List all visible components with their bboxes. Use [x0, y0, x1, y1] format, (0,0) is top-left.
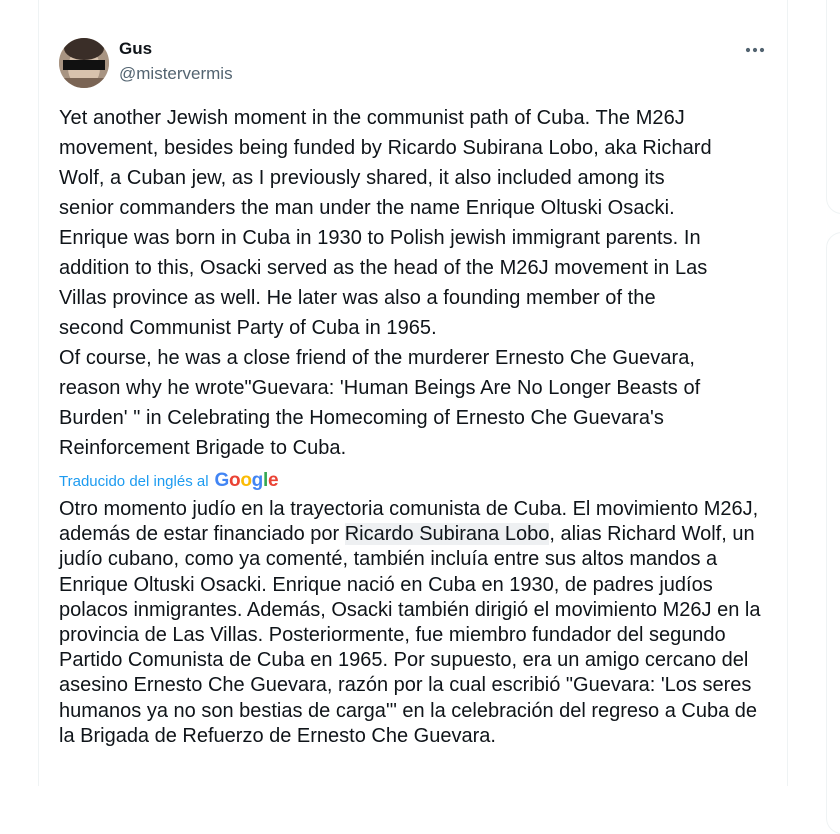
sidebar-card — [826, 232, 840, 834]
translated-text-part: Otro momento judío en la trayectoria comunista de Cuba. El movimiento M26J, además de estar financiado por — [59, 498, 759, 546]
more-options-button[interactable] — [740, 36, 770, 64]
translated-text-part: , alias Richard Wolf, un judío cubano, como ya comenté, también incluía entre sus altos mandos a Enrique Oltuski Osacki. Enrique nació en Cuba en 1930, de padres judíos polacos inmigrantes. Además, Osacki también dirigió el movimiento M26J en la provincia de Las Villas. Posteriormente, fue miembro fundador del segundo Partido Comunista de Cuba en 1965. Por supuesto, era un amigo cercano del asesino Ernesto Che Guevara, razón por la cual escribió "Guevara: 'Los seres humanos ya no son bestias de carga'" en la celebración del regreso a Cuba de la Brigada de Refuerzo de Ernesto Che Guevara. — [59, 523, 761, 747]
tweet-text: Yet another Jewish moment in the communist path of Cuba. The M26J movement, besides being funded by Ricardo Subirana Lobo, aka Richard Wolf, a Cuban jew, as I previously shared, it also included among its senior commanders the man under the name Enrique Oltuski Osacki. Enrique was born in Cuba in 1930 to Polish jewish immigrant parents. In addition to this, Osacki served as the head of the M26J movement in Las Villas province as well. He later was also a founding member of the second Communist Party of Cuba in 1965. Of course, he was a close friend of the murderer Ernesto Che Guevara, reason why he wrote"Guevara: 'Human Beings Are No Longer Beasts of Burden' " in Celebrating the Homecoming of Ernesto Che Guevara's Reinforcement Brigade to Cuba. — [59, 107, 712, 459]
avatar-photo — [59, 38, 109, 88]
translated-text — [59, 497, 774, 749]
more-dots-icon — [745, 47, 765, 53]
timeline-border-right — [787, 0, 788, 786]
google-logo: Google — [214, 470, 279, 491]
translation-label[interactable]: Traducido del inglés al — [59, 472, 209, 490]
sidebar-card — [826, 0, 840, 214]
highlighted-name: Ricardo Subirana Lobo — [344, 523, 550, 546]
translation-attribution[interactable] — [59, 469, 278, 493]
avatar[interactable] — [59, 38, 109, 88]
timeline-border-left — [38, 0, 39, 786]
author-name[interactable]: Gus — [119, 39, 153, 58]
author-handle[interactable]: @mistervermis — [119, 64, 233, 83]
